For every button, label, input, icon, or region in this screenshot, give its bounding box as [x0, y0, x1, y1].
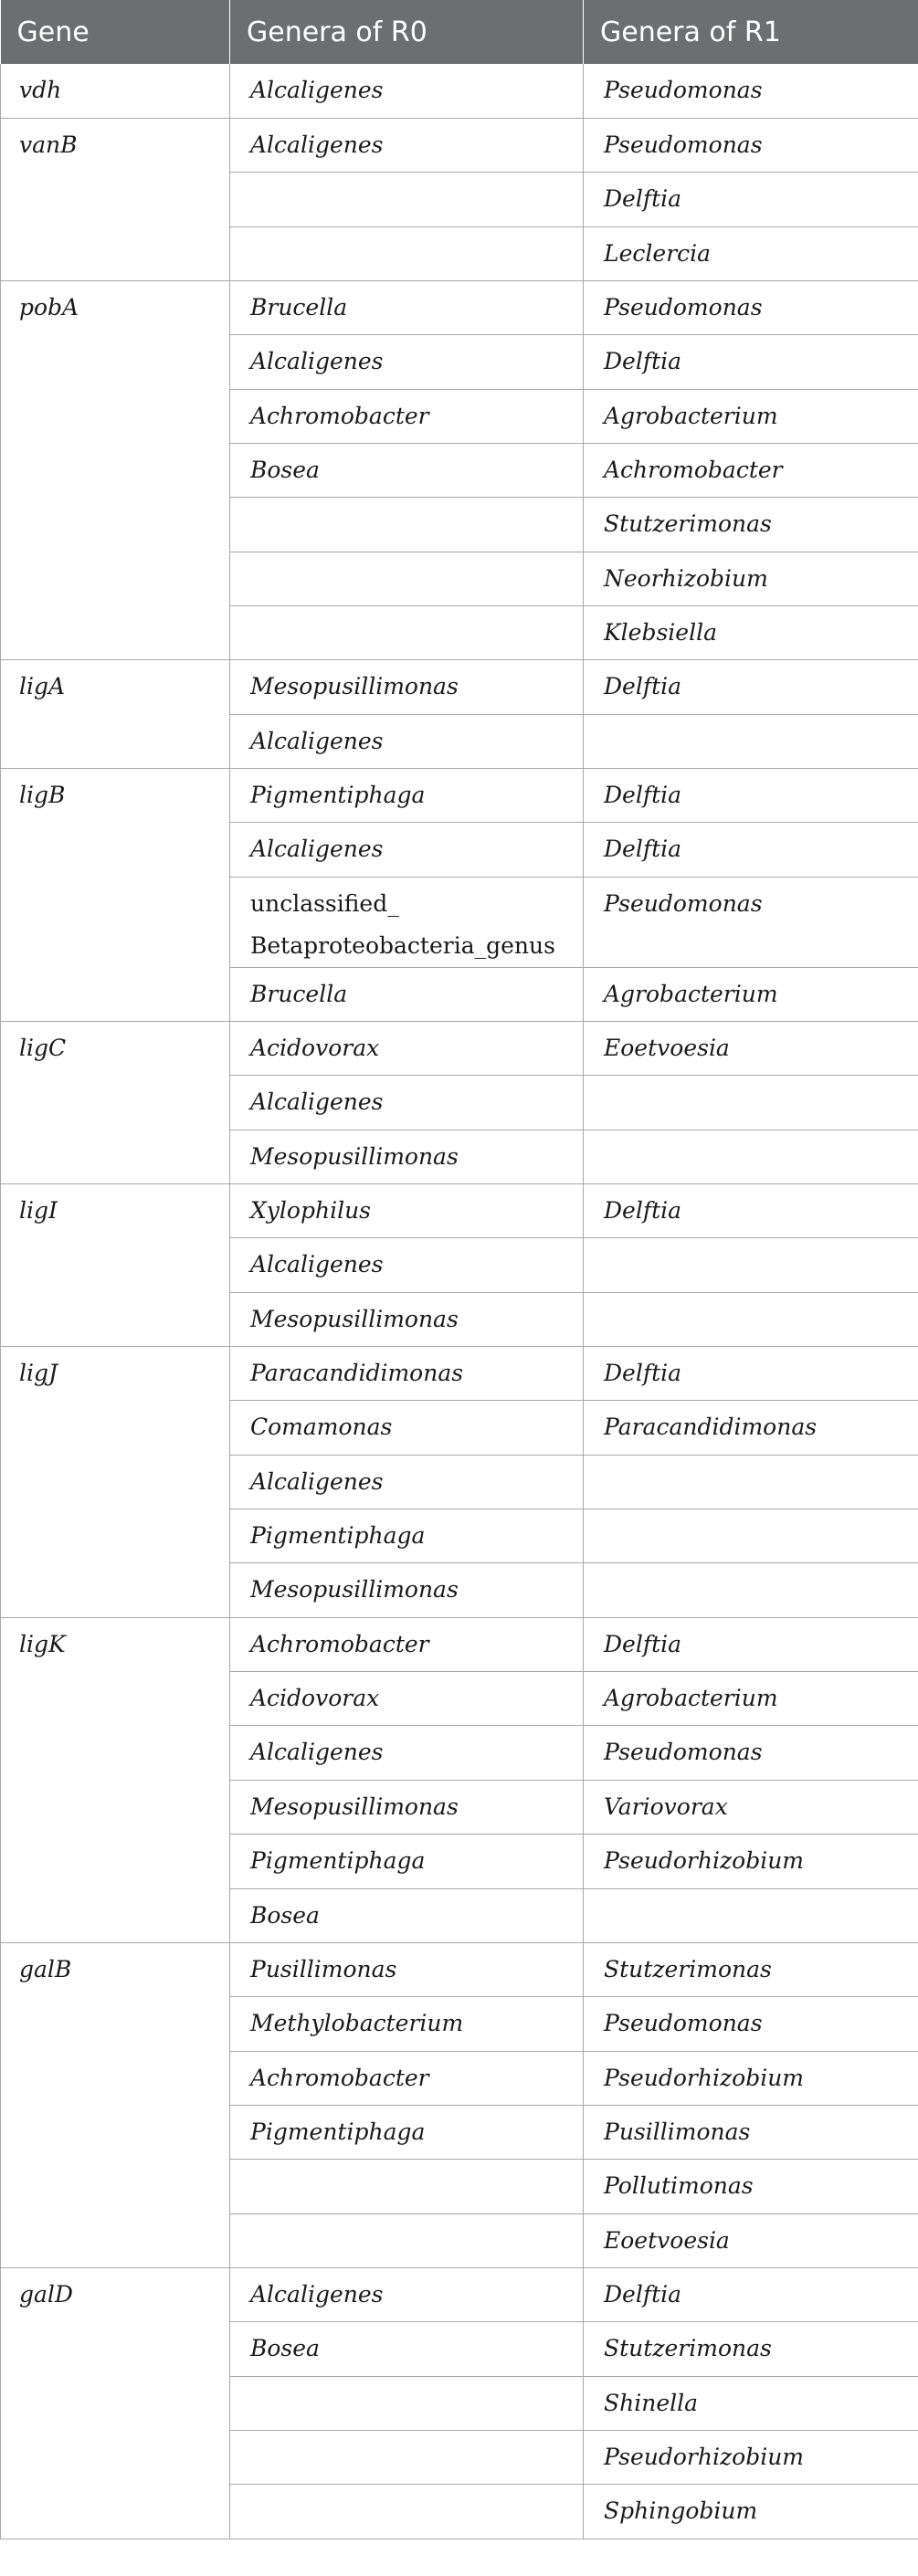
header-row — [1, 0, 918, 64]
gene-cell: vanB — [1, 118, 230, 280]
r1-genus-cell: Delftia — [584, 2267, 918, 2321]
r0-genus-cell: Paracandidimonas — [230, 1347, 584, 1401]
r0-genus-cell: Acidovorax — [230, 1672, 584, 1726]
r0-genus-cell: Alcaligenes — [230, 64, 584, 118]
table-row — [1, 660, 918, 714]
r1-genus-cell: Pseudomonas — [584, 118, 918, 172]
r0-genus-cell: Alcaligenes — [230, 1455, 584, 1509]
r1-genus-cell: Eoetvoesia — [584, 1022, 918, 1076]
r1-genus-cell: Pseudomonas — [584, 280, 918, 334]
r1-genus-cell: Stutzerimonas — [584, 2322, 918, 2376]
r1-genus-cell — [584, 1238, 918, 1292]
r1-genus-cell: Shinella — [584, 2376, 918, 2430]
table-body — [1, 64, 918, 2539]
r0-genus-cell: Acidovorax — [230, 1022, 584, 1076]
header-genera-r0: Genera of R0 — [230, 0, 584, 64]
table-row — [1, 2267, 918, 2321]
r0-genus-cell: Comamonas — [230, 1401, 584, 1455]
header-genera-r1: Genera of R1 — [584, 0, 918, 64]
r1-genus-cell: Pusillimonas — [584, 2105, 918, 2159]
r0-genus-cell: Pusillimonas — [230, 1942, 584, 1996]
gene-cell: pobA — [1, 280, 230, 659]
header-gene: Gene — [1, 0, 230, 64]
r1-genus-cell: Achromobacter — [584, 443, 918, 497]
r1-genus-cell: Pseudomonas — [584, 877, 918, 967]
r0-genus-cell — [230, 2485, 584, 2539]
gene-cell: galB — [1, 1942, 230, 2267]
r1-genus-cell: Stutzerimonas — [584, 498, 918, 552]
r0-genus-cell — [230, 226, 584, 280]
r0-genus-cell — [230, 173, 584, 226]
r0-genus-cell: Mesopusillimonas — [230, 1292, 584, 1346]
r0-genus-cell: Achromobacter — [230, 1617, 584, 1671]
table-row — [1, 1617, 918, 1671]
table-row — [1, 280, 918, 334]
table-header — [1, 0, 918, 64]
r0-genus-cell: Alcaligenes — [230, 118, 584, 172]
r1-genus-cell: Agrobacterium — [584, 389, 918, 443]
r1-genus-cell — [584, 1563, 918, 1617]
gene-cell: ligA — [1, 660, 230, 769]
r0-genus-cell: unclassified_ Betaproteobacteria_genus — [230, 877, 584, 967]
r0-genus-cell: Mesopusillimonas — [230, 1130, 584, 1183]
r0-genus-cell: Alcaligenes — [230, 1726, 584, 1780]
r1-genus-cell: Delftia — [584, 768, 918, 822]
r0-genus-cell: Brucella — [230, 280, 584, 334]
r1-genus-cell: Pseudorhizobium — [584, 2051, 918, 2105]
r1-genus-cell: Delftia — [584, 173, 918, 226]
table-row — [1, 1022, 918, 1076]
r1-genus-cell — [584, 1130, 918, 1183]
r1-genus-cell — [584, 1888, 918, 1942]
r0-genus-cell: Pigmentiphaga — [230, 768, 584, 822]
r1-genus-cell: Eoetvoesia — [584, 2213, 918, 2267]
table-row — [1, 1347, 918, 1401]
r0-genus-cell: Bosea — [230, 1888, 584, 1942]
table-row — [1, 1942, 918, 1996]
r1-genus-cell: Sphingobium — [584, 2485, 918, 2539]
r0-genus-cell: Pigmentiphaga — [230, 1509, 584, 1563]
r0-genus-cell: Mesopusillimonas — [230, 660, 584, 714]
r0-genus-cell: Methylobacterium — [230, 1997, 584, 2051]
gene-cell: ligJ — [1, 1347, 230, 1618]
r0-genus-cell: Alcaligenes — [230, 335, 584, 389]
gene-cell: ligB — [1, 768, 230, 1021]
r1-genus-cell: Pseudomonas — [584, 64, 918, 118]
r0-genus-cell — [230, 2376, 584, 2430]
r1-genus-cell: Neorhizobium — [584, 552, 918, 605]
r0-genus-cell: Alcaligenes — [230, 2267, 584, 2321]
r0-genus-cell — [230, 2213, 584, 2267]
r1-genus-cell: Pseudorhizobium — [584, 2430, 918, 2484]
r1-genus-cell: Klebsiella — [584, 605, 918, 659]
r0-genus-cell — [230, 2160, 584, 2213]
r0-genus-cell: Alcaligenes — [230, 1238, 584, 1292]
gene-cell: ligI — [1, 1184, 230, 1347]
r0-genus-cell — [230, 498, 584, 552]
r1-genus-cell: Delftia — [584, 1184, 918, 1238]
r1-genus-cell: Pollutimonas — [584, 2160, 918, 2213]
r1-genus-cell: Delftia — [584, 335, 918, 389]
r0-genus-cell — [230, 605, 584, 659]
r1-genus-cell: Delftia — [584, 1617, 918, 1671]
r0-genus-cell: Alcaligenes — [230, 823, 584, 877]
r0-genus-cell: Xylophilus — [230, 1184, 584, 1238]
r1-genus-cell — [584, 1076, 918, 1130]
r0-genus-cell: Alcaligenes — [230, 1076, 584, 1130]
r0-genus-cell: Bosea — [230, 443, 584, 497]
r1-genus-cell: Pseudorhizobium — [584, 1835, 918, 1888]
r0-genus-cell: Brucella — [230, 967, 584, 1021]
r0-genus-cell: Pigmentiphaga — [230, 2105, 584, 2159]
r1-genus-cell: Leclercia — [584, 226, 918, 280]
r1-genus-cell: Delftia — [584, 823, 918, 877]
r0-genus-cell: Achromobacter — [230, 389, 584, 443]
r0-genus-cell: Achromobacter — [230, 2051, 584, 2105]
r0-genus-cell: Mesopusillimonas — [230, 1563, 584, 1617]
gene-cell: vdh — [1, 64, 230, 118]
table-row — [1, 1184, 918, 1238]
r0-genus-cell — [230, 2430, 584, 2484]
gene-cell: galD — [1, 2267, 230, 2539]
table-row — [1, 64, 918, 118]
gene-cell: ligK — [1, 1617, 230, 1942]
r1-genus-cell: Pseudomonas — [584, 1726, 918, 1780]
table-row — [1, 768, 918, 822]
r1-genus-cell: Delftia — [584, 1347, 918, 1401]
r1-genus-cell — [584, 1292, 918, 1346]
r1-genus-cell: Pseudomonas — [584, 1997, 918, 2051]
r0-genus-cell — [230, 552, 584, 605]
r1-genus-cell: Delftia — [584, 660, 918, 714]
table-row — [1, 118, 918, 172]
r1-genus-cell: Stutzerimonas — [584, 1942, 918, 1996]
r0-genus-cell: Pigmentiphaga — [230, 1835, 584, 1888]
r0-genus-cell: Mesopusillimonas — [230, 1780, 584, 1834]
r1-genus-cell — [584, 1509, 918, 1563]
r1-genus-cell — [584, 714, 918, 768]
r0-genus-cell: Bosea — [230, 2322, 584, 2376]
r1-genus-cell: Variovorax — [584, 1780, 918, 1834]
r0-genus-cell: Alcaligenes — [230, 714, 584, 768]
r1-genus-cell — [584, 1455, 918, 1509]
r1-genus-cell: Paracandidimonas — [584, 1401, 918, 1455]
gene-cell: ligC — [1, 1022, 230, 1184]
r1-genus-cell: Agrobacterium — [584, 967, 918, 1021]
r1-genus-cell: Agrobacterium — [584, 1672, 918, 1726]
